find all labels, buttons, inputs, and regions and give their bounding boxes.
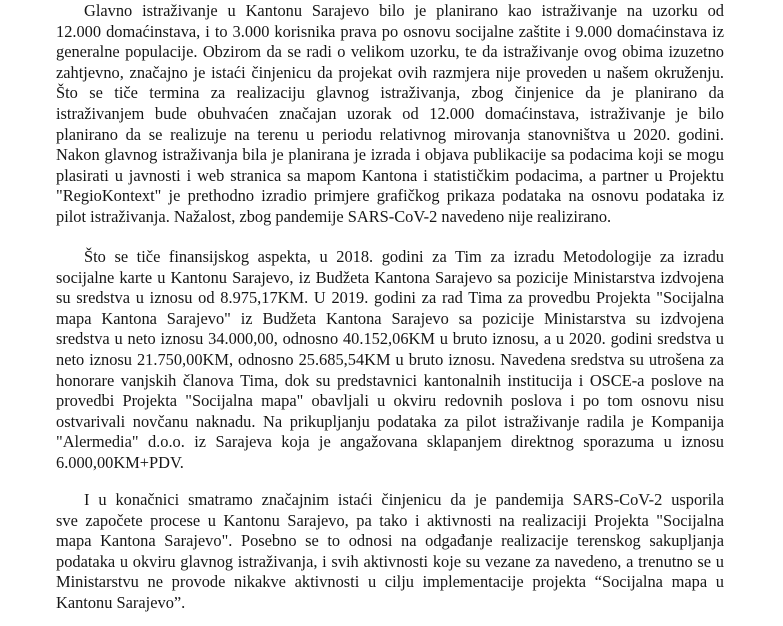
text-line: su sredstva u iznosu od 8.975,17KM. U 2019. godini za rad Tima za provedbu Projekta "Socijalna bbox=[56, 288, 724, 308]
text-line: honorare vanjskih članova Tima, dok su predstavnici kantonalnih institucija i OSCE-a poslove na bbox=[56, 370, 724, 390]
text-line: "Alermedia" d.o.o. iz Sarajeva koja je angažovana sklapanjem direktnog sporazuma u iznosu bbox=[56, 432, 724, 452]
text-line: provedbi Projekta "Socijalna mapa" obavljali u okviru redovnih poslova i po tom osnovu nisu bbox=[56, 391, 724, 411]
text-line: plasirati u javnosti i web stranica sa mapom Kantona i statističkim podacima, a partner u Projektu bbox=[56, 165, 724, 185]
text-line: Što se tiče finansijskog aspekta, u 2018. godini za Tim za izradu Metodologije za izradu bbox=[84, 247, 724, 266]
text-line: mapa Kantona Sarajevo" iz Budžeta Kantona Sarajevo sa pozicije Ministarstva su izdvojena bbox=[56, 308, 724, 328]
text-line: Nakon glavnog istraživanja bila je planirana je izrada i objava publikacije sa podacima koji se mogu bbox=[56, 145, 724, 165]
text-line: sve započete procese u Kantonu Sarajevo, pa tako i aktivnosti na realizaciji Projekta "Socijalna bbox=[56, 510, 724, 530]
text-line: ostvarivali novčanu naknadu. Na prikupljanju podataka za pilot istraživanje radila je Kompanija bbox=[56, 411, 724, 431]
text-line: Ministarstvu ne provode nikakve aktivnosti u cilju implementacije projekta “Socijalna mapa u bbox=[56, 572, 724, 592]
paragraph-financial-aspect bbox=[56, 247, 724, 474]
text-line: generalne populacije. Obzirom da se radi o velikom uzorku, te da istraživanje ovog obima izuzetno bbox=[56, 42, 724, 62]
text-line: neto iznosu 21.750,00KM, odnosno 25.685,54KM u bruto iznosu. Navedena sredstva su utrošena za bbox=[56, 349, 724, 369]
text-line: socijalne karte u Kantonu Sarajevo, iz Budžeta Kantona Sarajevo sa pozicije Ministarstva izdvojena bbox=[56, 267, 724, 287]
text-line: planirano da se realizuje na terenu u periodu relativnog mirovanja stanovništva u 2020. godini. bbox=[56, 124, 724, 144]
paragraph-pandemic-impact bbox=[56, 490, 724, 614]
text-line: Glavno istraživanje u Kantonu Sarajevo bilo je planirano kao istraživanje na uzorku od bbox=[84, 1, 724, 20]
paragraph-project-research bbox=[56, 1, 724, 228]
text-line: 6.000,00KM+PDV. bbox=[56, 452, 184, 472]
text-line: istraživanjem bude obuhvaćen značajan uzorak od 12.000 domaćinstava, istraživanje je bilo bbox=[56, 103, 724, 123]
text-line: mapa Kantona Sarajevo". Posebno se to odnosi na odgađanje realizacije terenskog sakupljanja bbox=[56, 531, 724, 551]
text-line: Kantonu Sarajevo”. bbox=[56, 592, 186, 612]
text-line: pilot istraživanja. Nažalost, zbog pandemije SARS-CoV-2 navedeno nije realizirano. bbox=[56, 206, 612, 226]
text-line: zahtjevno, značajno je istaći činjenicu da projekat ovih razmjera nije proveden u našem okruženju. bbox=[56, 62, 724, 82]
text-line: podataka u okviru glavnog istraživanja, i svih aktivnosti koje su vezane za navedeno, a trenutno se u bbox=[56, 551, 724, 571]
text-line: Što se tiče termina za realizaciju glavnog istraživanja, zbog činjenice da je planirano da bbox=[56, 83, 724, 103]
text-line: "RegioKontext" je prethodno izradio primjere grafičkog prikaza podataka na osnovu podataka iz bbox=[56, 186, 724, 206]
text-line: sredstva u neto iznosu 34.000,00, odnosno 40.152,06KM u bruto iznosu, a u 2020. godini sredstva u bbox=[56, 329, 724, 349]
text-line: I u konačnici smatramo značajnim istaći činjenicu da je pandemija SARS-CoV-2 usporila bbox=[84, 490, 724, 509]
text-line: 12.000 domaćinstava, i to 3.000 korisnika prava po osnovu socijalne zaštite i 9.000 domaćinstava iz bbox=[56, 21, 724, 41]
